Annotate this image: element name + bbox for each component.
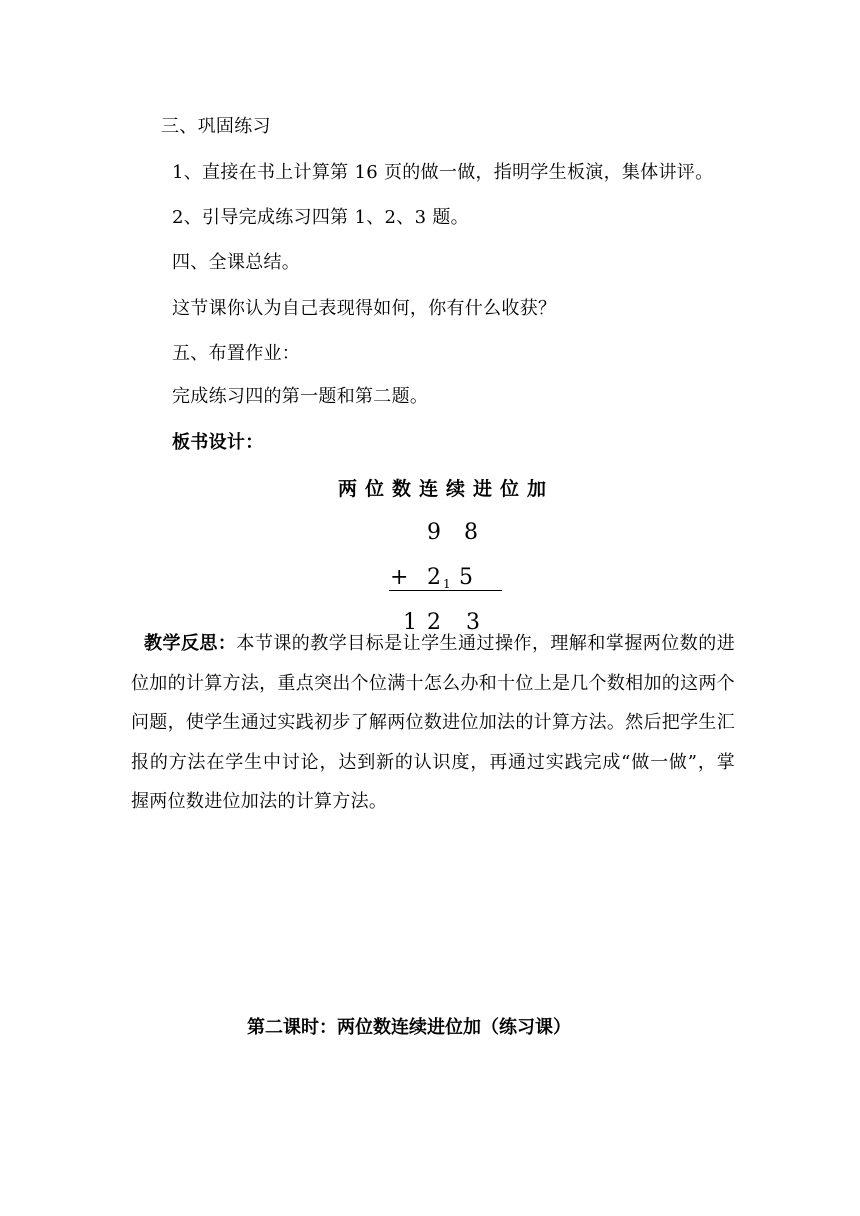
addend2-ones: 5 [459, 565, 473, 590]
practice-item-1: 1、直接在书上计算第 16 页的做一做，指明学生板演，集体讲评。 [172, 162, 714, 183]
next-lesson-title: 第二课时：两位数连续进位加（练习课） [247, 1017, 571, 1038]
practice-heading: 三、巩固练习 [161, 116, 271, 137]
addend1-tens: 9 [427, 520, 441, 545]
homework-text: 完成练习四的第一题和第二题。 [172, 386, 429, 407]
reflection-label: 教学反思： [144, 633, 237, 654]
board-design-heading: 板书设计： [172, 432, 264, 453]
result-hundreds: 1 [403, 610, 417, 635]
reflection-text: 本节课的教学目标是让学生通过操作，理解和掌握两位数的进位加的计算方法，重点突出个位满十怎么办和十位上是几个数相加的这两个问题，使学生通过实践初步了解两位数进位加法的计算方法。然后把学生汇报的方法在学生中讨论，达到新的认识度，再通过实践完成“做一做”，掌握两位数进位加法的计算方法。 [131, 633, 735, 812]
summary-question: 这节课你认为自己表现得如何，你有什么收获？ [172, 298, 557, 319]
addend1-ones: 8 [464, 520, 478, 545]
teaching-reflection [131, 624, 735, 822]
carry-digit: 1 [443, 577, 451, 591]
practice-item-2: 2、引导完成练习四第 1、2、3 题。 [172, 207, 469, 228]
plus-sign: + [390, 565, 409, 590]
summary-heading: 四、全课总结。 [172, 252, 301, 273]
sum-line [389, 590, 502, 591]
result-tens: 2 [427, 610, 441, 635]
result-ones: 3 [466, 610, 480, 635]
board-title: 两位数连续进位加 [338, 478, 555, 500]
homework-heading: 五、布置作业： [172, 343, 301, 364]
addend2-tens: 2 [427, 565, 441, 590]
